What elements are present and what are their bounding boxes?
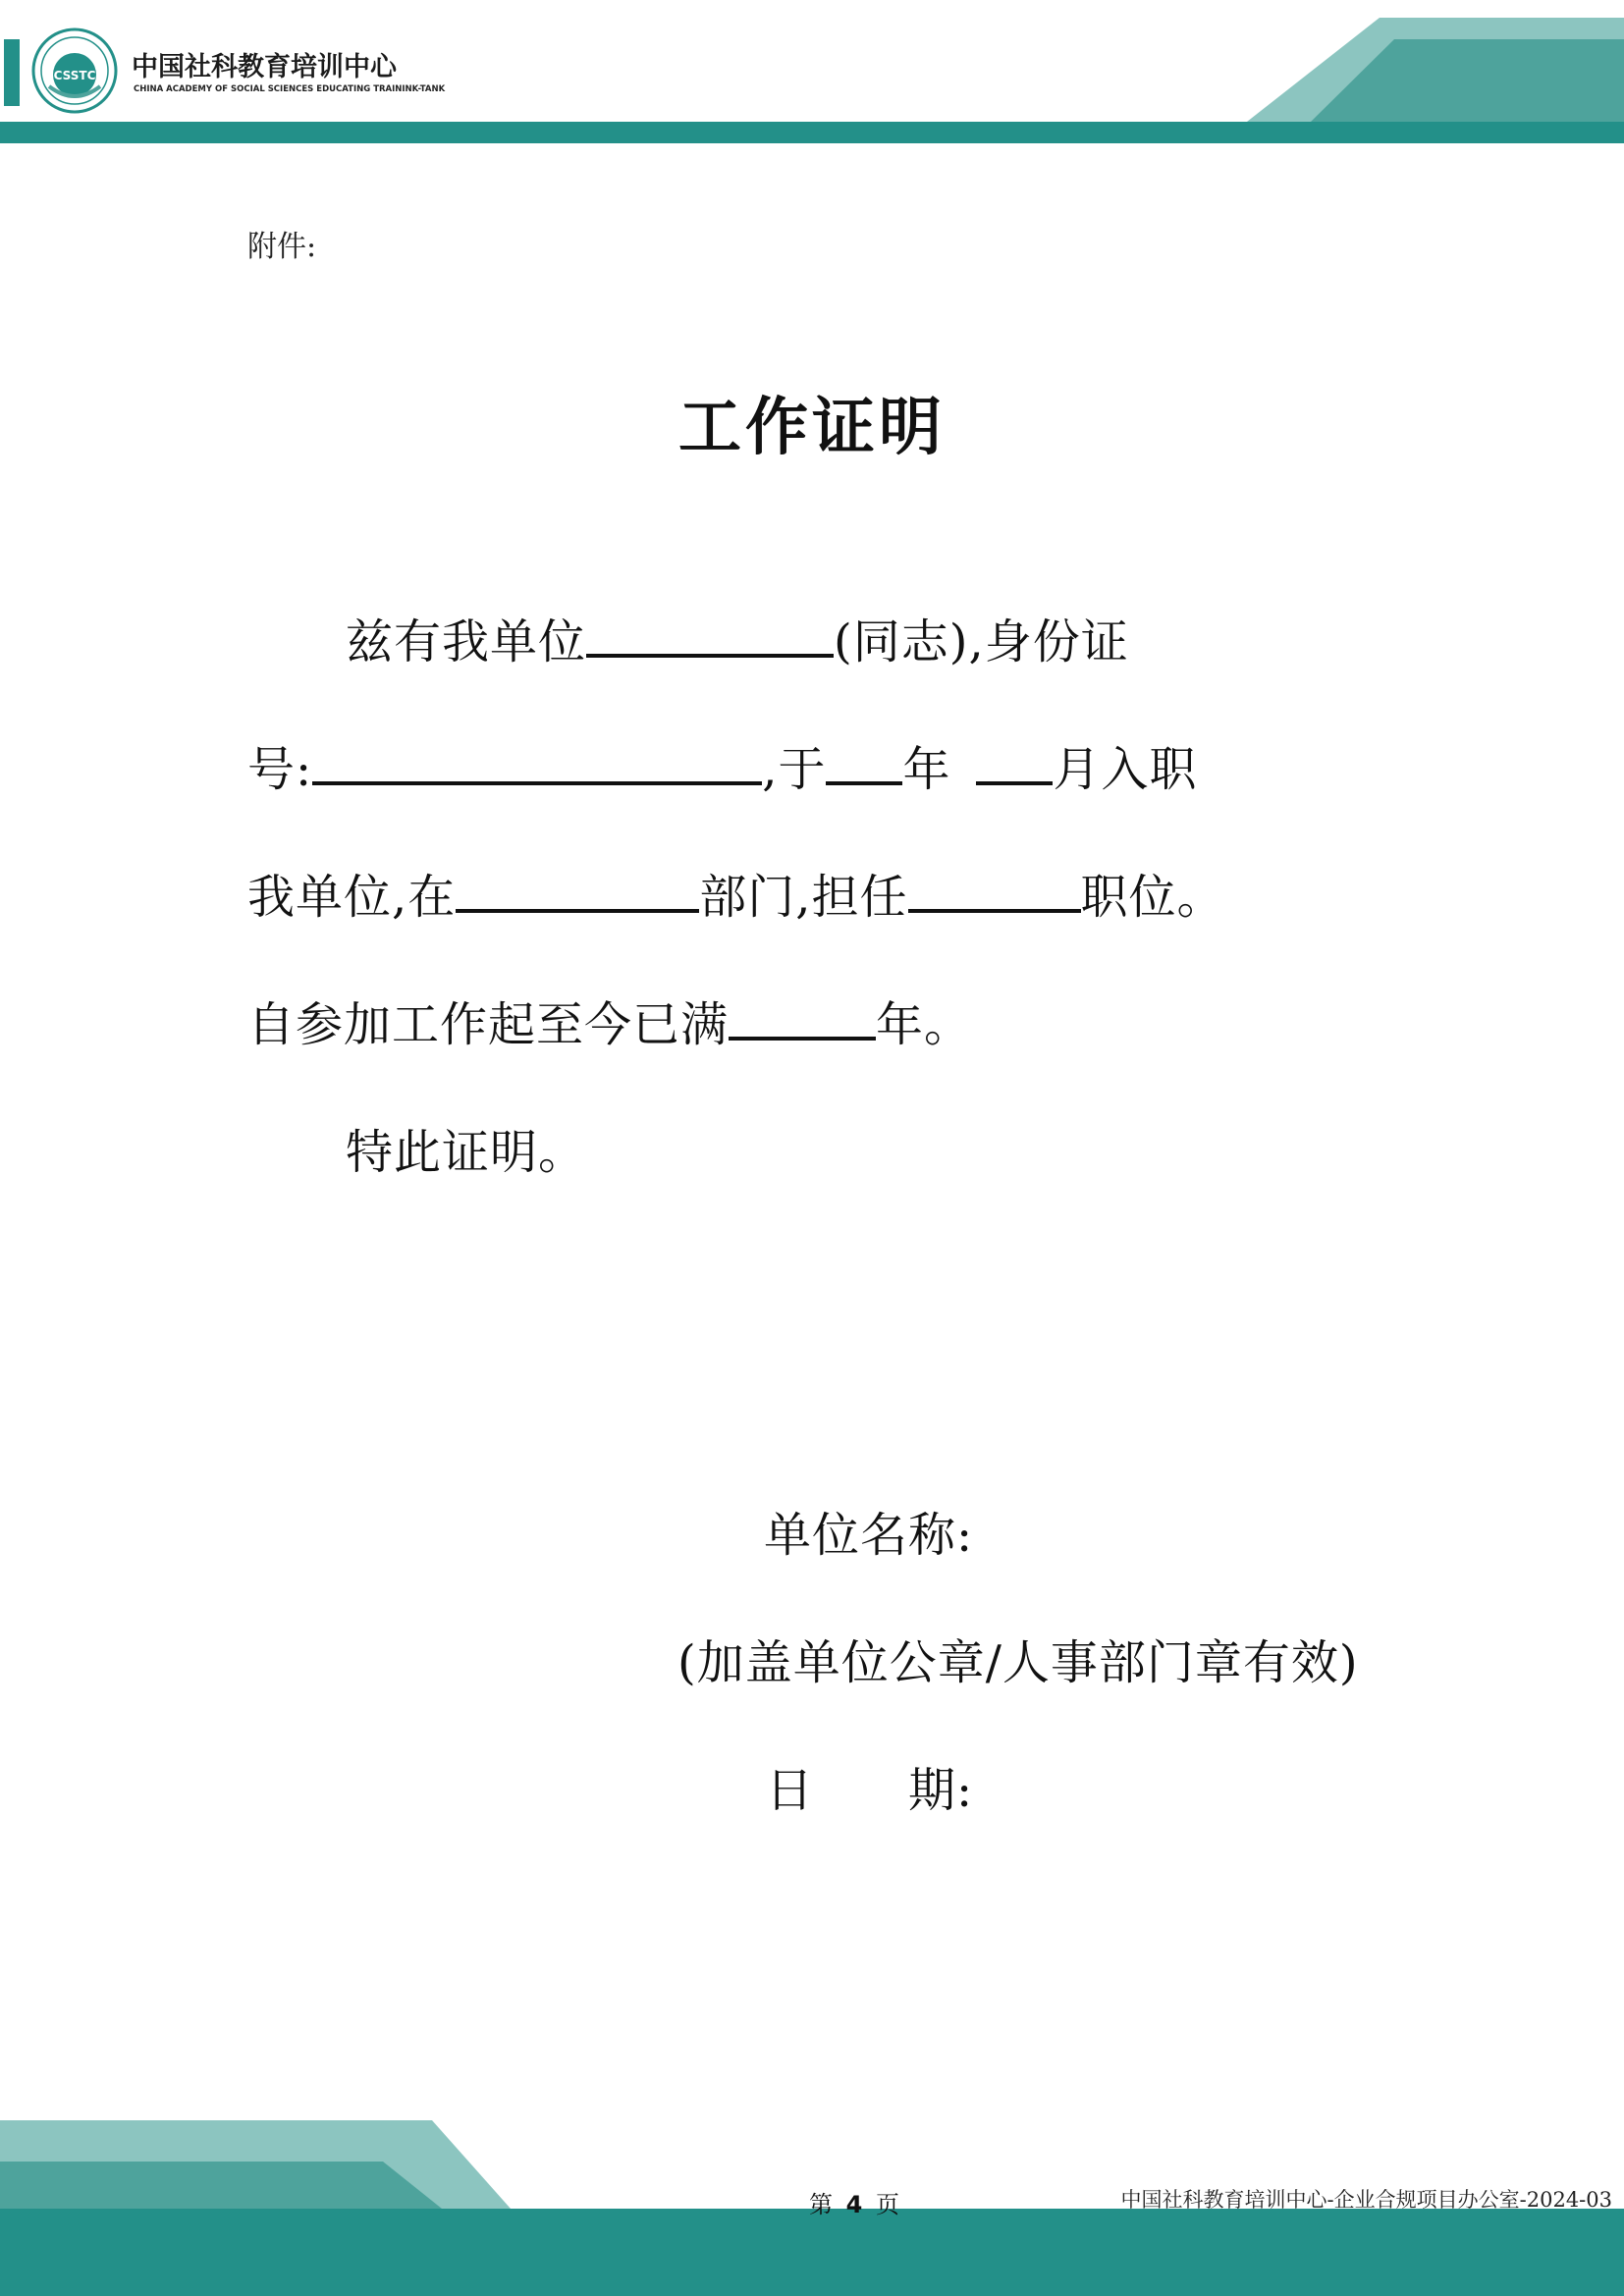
logo-text: CSSTC <box>53 69 96 82</box>
name-blank <box>586 648 834 658</box>
unit-name-label: 单位名称: <box>764 1508 974 1563</box>
body-text: ,于 <box>762 742 827 797</box>
position-blank <box>908 903 1081 913</box>
body-text: 自参加工作起至今已满 <box>247 997 730 1052</box>
org-name-en: CHINA ACADEMY OF SOCIAL SCIENCES EDUCATING TRAININK-TANK <box>134 84 446 94</box>
year-blank <box>826 775 902 785</box>
years-blank <box>729 1031 876 1041</box>
date-label <box>766 1763 974 1818</box>
body-text: 职位。 <box>1080 870 1225 925</box>
body-text: 年 <box>902 742 951 797</box>
body-text: 部门,担任 <box>699 870 908 925</box>
page-number-value: 4 <box>845 2191 863 2218</box>
footer-note: 中国社科教育培训中心-企业合规项目办公室-2024-03 <box>1120 2188 1612 2212</box>
document-title: 工作证明 <box>678 391 946 464</box>
body-line-1 <box>346 614 1129 669</box>
body-text: 号: <box>247 742 313 797</box>
org-name: 中国社科教育培训中心 <box>132 52 397 82</box>
attachment-label: 附件: <box>247 230 317 264</box>
body-line-5: 特此证明。 <box>346 1125 587 1180</box>
body-text: 年。 <box>876 997 973 1052</box>
date-label-a: 日 <box>766 1763 815 1818</box>
date-label-b: 期: <box>908 1763 974 1818</box>
body-text: 月入职 <box>1053 742 1198 797</box>
body-text: 兹有我单位 <box>346 614 587 669</box>
body-line-3 <box>247 870 1225 925</box>
department-blank <box>456 903 699 913</box>
seal-note: (加盖单位公章/人事部门章有效) <box>677 1635 1359 1690</box>
body-text: (同志),身份证 <box>834 614 1129 669</box>
logo-seal <box>31 27 118 114</box>
body-line-2 <box>247 742 1198 797</box>
month-blank <box>976 775 1053 785</box>
body-line-4 <box>247 997 973 1052</box>
page-prefix: 第 <box>809 2191 833 2218</box>
header-bar <box>0 0 1624 147</box>
page-number <box>809 2185 899 2219</box>
page-suffix: 页 <box>875 2191 899 2218</box>
body-text: 我单位,在 <box>247 870 457 925</box>
id-number-blank <box>312 775 762 785</box>
